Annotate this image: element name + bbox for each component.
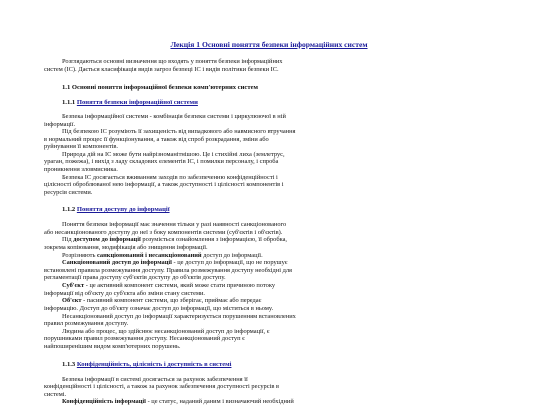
paragraph-line: інформації від об'єкту до суб'єкта або зміни стану системи. [44, 290, 206, 297]
intro-line-2: систем (ІС). Дається класифікація видів загроз безпеці ІС і видів політики безпеки ІС. [44, 66, 279, 73]
paragraph-line: регламентації права доступу суб'єктів доступу до об'єктів доступу. [44, 274, 226, 281]
paragraph-line: Несанкціонований доступ до інформації характеризується порушенням встановлених [62, 313, 296, 320]
paragraph-line: інформації. [44, 121, 76, 128]
lecture-title[interactable]: Лекція 1 Основні поняття безпеки інформаційних систем [170, 40, 368, 49]
section-heading-1-1: 1.1 Основні поняття інформаційної безпеки комп'ютерних систем [62, 84, 258, 91]
paragraph-line: цілісності оброблюваної нею інформації, а також доступності і цілісності компонентів і [44, 181, 284, 188]
paragraph-line: Під безпекою ІС розуміють її захищеність від випадкового або навмисного втручання [62, 128, 296, 135]
paragraph-line: руйнування її компонентів. [44, 143, 119, 150]
subsection-heading-1-1-1 [62, 99, 198, 107]
subsection-number: 1.1.3 [62, 361, 77, 368]
subsection-link-cia[interactable]: Конфіденційність, цілісність і доступність в системі [76, 361, 232, 368]
paragraph-line: або несанкціонованого доступу до неї з боку компонентів системи (суб'єктів і об'єктів). [44, 229, 283, 236]
paragraph-line: правил розмежування доступу. [44, 320, 129, 327]
paragraph-line: зокрема копіювання, модифікація або знищення інформації. [44, 244, 208, 251]
paragraph-line: Об'єкт - пасивний компонент системи, що зберігає, приймає або передає [62, 297, 262, 304]
paragraph-line: конфіденційності і цілісності, а також за рахунок забезпечення доступності ресурсів в [44, 383, 279, 390]
subsection-link-system-security[interactable]: Поняття безпеки інформаційної системи [76, 99, 198, 106]
paragraph-line: порушниками правил розмежування доступу. Несанкціонований доступ є [44, 335, 245, 342]
paragraph-line: Людина або процес, що здійснює несанкціонований доступ до інформації, є [62, 328, 270, 335]
paragraph-line: в нормальний процес її функціонування, а також від спроб розкрадання, зміни або [44, 136, 269, 143]
paragraph-line: Суб'єкт - це активний компонент системи, який може стати причиною потоку [62, 282, 276, 289]
paragraph-line: встановлені правила розмежування доступу. Правила розмежування доступу необхідні для [44, 267, 292, 274]
paragraph-line: Безпека інформаційної системи - комбінація безпеки системи і циркулюючої в ній [62, 113, 286, 120]
paragraph-line: інформацію. Доступ до об'єкту означає доступ до інформації, що міститься в ньому. [44, 305, 274, 312]
paragraph-line: Безпека інформації в системі досягається за рахунок забезпечення її [62, 376, 248, 383]
paragraph-line: Природа дій на ІС може бути найрізноманітнішою. Це і стихійні лиха (землетрус, [62, 151, 285, 158]
paragraph-line: Під доступом до інформації розуміється ознайомлення з інформацією, її обробка, [62, 236, 288, 243]
subsection-link-access[interactable]: Поняття доступу до інформації [76, 206, 170, 213]
paragraph-line: системі. [44, 391, 67, 398]
paragraph-line: Поняття безпеки інформації має значення тільки у разі наявності санкціонованого [62, 221, 287, 228]
subsection-number: 1.1.1 [62, 99, 77, 106]
paragraph-line: Конфіденційність інформації - це статус, наданий даним і визначаючий необхідний [62, 398, 294, 405]
intro-line-1: Розглядаються основні визначення що входять у поняття безпеки інформаційних [62, 58, 283, 65]
paragraph-line: ресурсів системи. [44, 189, 93, 196]
subsection-heading-1-1-3 [62, 361, 231, 369]
paragraph-line: проникнення зловмисника. [44, 166, 118, 173]
paragraph-line: ураган, пожежа), і вихід з ладу складових елементів ІС, і помилки персоналу, і спроба [44, 158, 279, 165]
paragraph-line: Санкціонований доступ до інформації - це доступ до інформації, що не порушує [62, 259, 288, 266]
paragraph-line: Безпека ІС досягається вживанням заходів по забезпеченню конфіденційності і [62, 174, 278, 181]
paragraph-line: Розрізняють санкціонований і несанкціонований доступ до інформації. [62, 252, 263, 259]
paragraph-line: найпоширенішим видом комп'ютерних порушень. [44, 343, 181, 350]
subsection-heading-1-1-2 [62, 206, 170, 214]
subsection-number: 1.1.2 [62, 206, 77, 213]
